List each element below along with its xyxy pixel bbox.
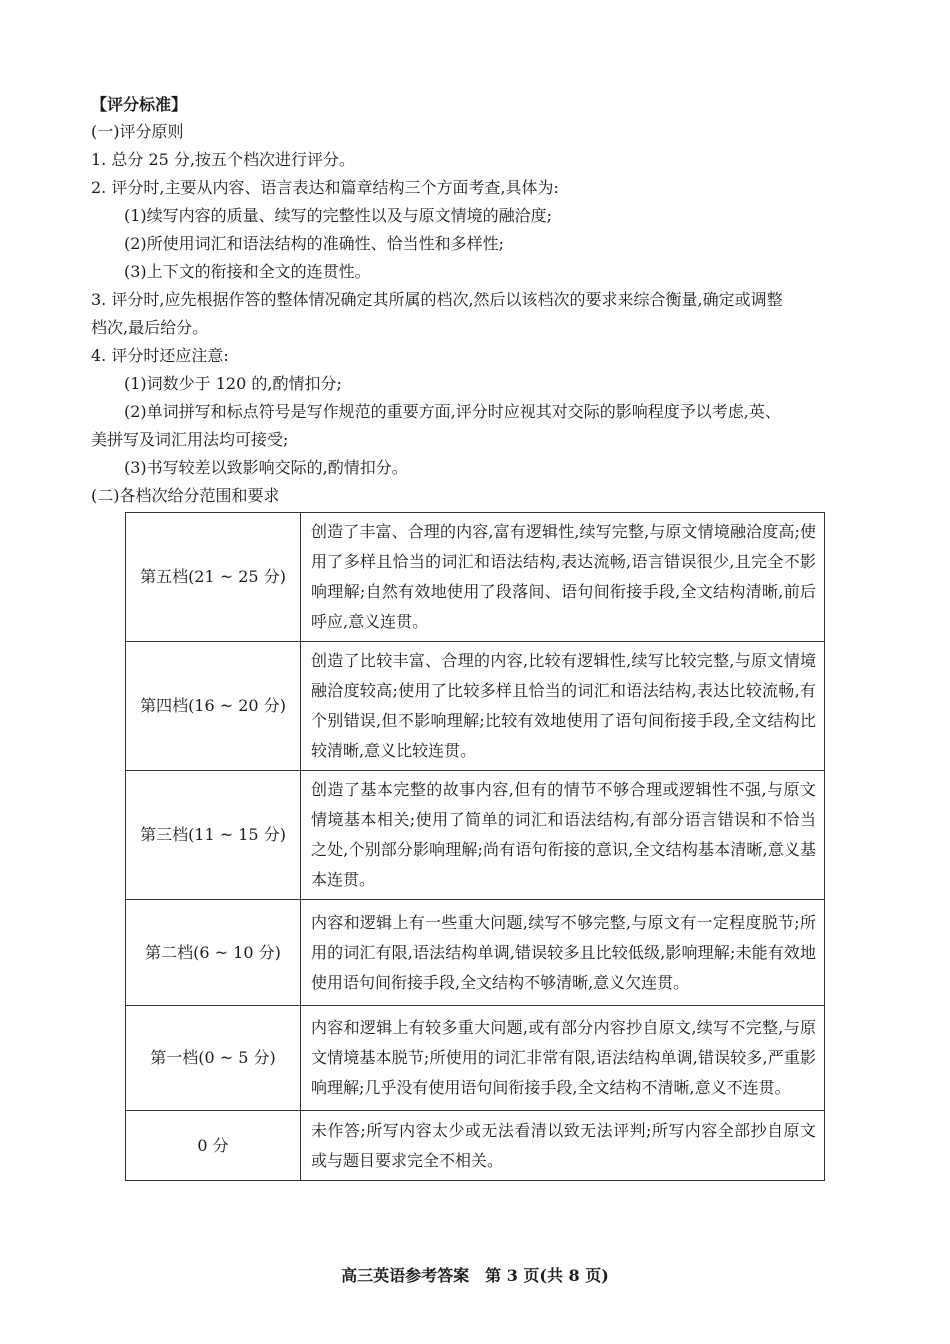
principle-2-sub-2: (2)所使用词汇和语法结构的准确性、恰当性和多样性;: [124, 234, 505, 253]
principle-2-sub-1: (1)续写内容的质量、续写的完整性以及与原文情境的融洽度;: [124, 206, 553, 225]
table-row: [126, 1111, 825, 1181]
principle-4: 4. 评分时还应注意:: [91, 346, 229, 365]
table-row: [126, 513, 825, 642]
grade-description-2: 内容和逻辑上有一些重大问题,续写不够完整,与原文有一定程度脱节;所用的词汇有限,语法结构单调,错误较多且比较低级,影响理解;未能有效地使用语句间衔接手段,全文结构不够清晰,意义欠连贯。: [301, 900, 825, 1006]
principle-2-sub-3: (3)上下文的衔接和全文的连贯性。: [124, 262, 371, 281]
grade-level-2: 第二档(6 ~ 10 分): [126, 900, 301, 1006]
grade-description-3: 创造了基本完整的故事内容,但有的情节不够合理或逻辑性不强,与原文情境基本相关;使用了简单的词汇和语法结构,有部分语言错误和不恰当之处,个别部分影响理解;尚有语句衔接的意识,全文结构基本清晰,意义基本连贯。: [301, 771, 825, 900]
table-row: [126, 1006, 825, 1111]
principle-3-line-1: 3. 评分时,应先根据作答的整体情况确定其所属的档次,然后以该档次的要求来综合衡量,确定或调整: [91, 290, 783, 309]
grade-description-1: 内容和逻辑上有较多重大问题,或有部分内容抄自原文,续写不完整,与原文情境基本脱节;所使用的词汇非常有限,语法结构单调,错误较多,严重影响理解;几乎没有使用语句间衔接手段,全文结构不清晰,意义不连贯。: [301, 1006, 825, 1111]
principle-4-sub-2-line-1: (2)单词拼写和标点符号是写作规范的重要方面,评分时应视其对交际的影响程度予以考虑,英、: [124, 402, 781, 421]
principle-4-sub-1: (1)词数少于 120 的,酌情扣分;: [124, 374, 342, 393]
grade-description-0: 未作答;所写内容太少或无法看清以致无法评判;所写内容全部抄自原文或与题目要求完全不相关。: [301, 1111, 825, 1181]
principle-2: 2. 评分时,主要从内容、语言表达和篇章结构三个方面考查,具体为:: [91, 178, 559, 197]
grade-level-0: 0 分: [126, 1111, 301, 1181]
table-row: [126, 900, 825, 1006]
grading-table: [125, 512, 825, 1181]
section2-title: (二)各档次给分范围和要求: [91, 486, 280, 505]
principle-4-sub-2-line-2: 美拼写及词汇用法均可接受;: [91, 430, 289, 449]
table-row: [126, 642, 825, 771]
table-row: [126, 771, 825, 900]
grade-description-4: 创造了比较丰富、合理的内容,比较有逻辑性,续写比较完整,与原文情境融洽度较高;使用了比较多样且恰当的词汇和语法结构,表达比较流畅,有个别错误,但不影响理解;比较有效地使用了语句间衔接手段,全文结构比较清晰,意义比较连贯。: [301, 642, 825, 771]
scoring-heading: 【评分标准】: [91, 95, 188, 114]
grade-description-5: 创造了丰富、合理的内容,富有逻辑性,续写完整,与原文情境融洽度高;使用了多样且恰当的词汇和语法结构,表达流畅,语言错误很少,且完全不影响理解;自然有效地使用了段落间、语句间衔接手段,全文结构清晰,前后呼应,意义连贯。: [301, 513, 825, 642]
grade-level-1: 第一档(0 ~ 5 分): [126, 1006, 301, 1111]
principle-1: 1. 总分 25 分,按五个档次进行评分。: [91, 150, 355, 169]
grade-level-4: 第四档(16 ~ 20 分): [126, 642, 301, 771]
page-footer: 高三英语参考答案 第 3 页(共 8 页): [341, 1266, 609, 1285]
section1-title: (一)评分原则: [91, 122, 184, 141]
grade-level-5: 第五档(21 ~ 25 分): [126, 513, 301, 642]
principle-4-sub-3: (3)书写较差以致影响交际的,酌情扣分。: [124, 458, 408, 477]
principle-3-line-2: 档次,最后给分。: [91, 318, 209, 337]
grade-level-3: 第三档(11 ~ 15 分): [126, 771, 301, 900]
